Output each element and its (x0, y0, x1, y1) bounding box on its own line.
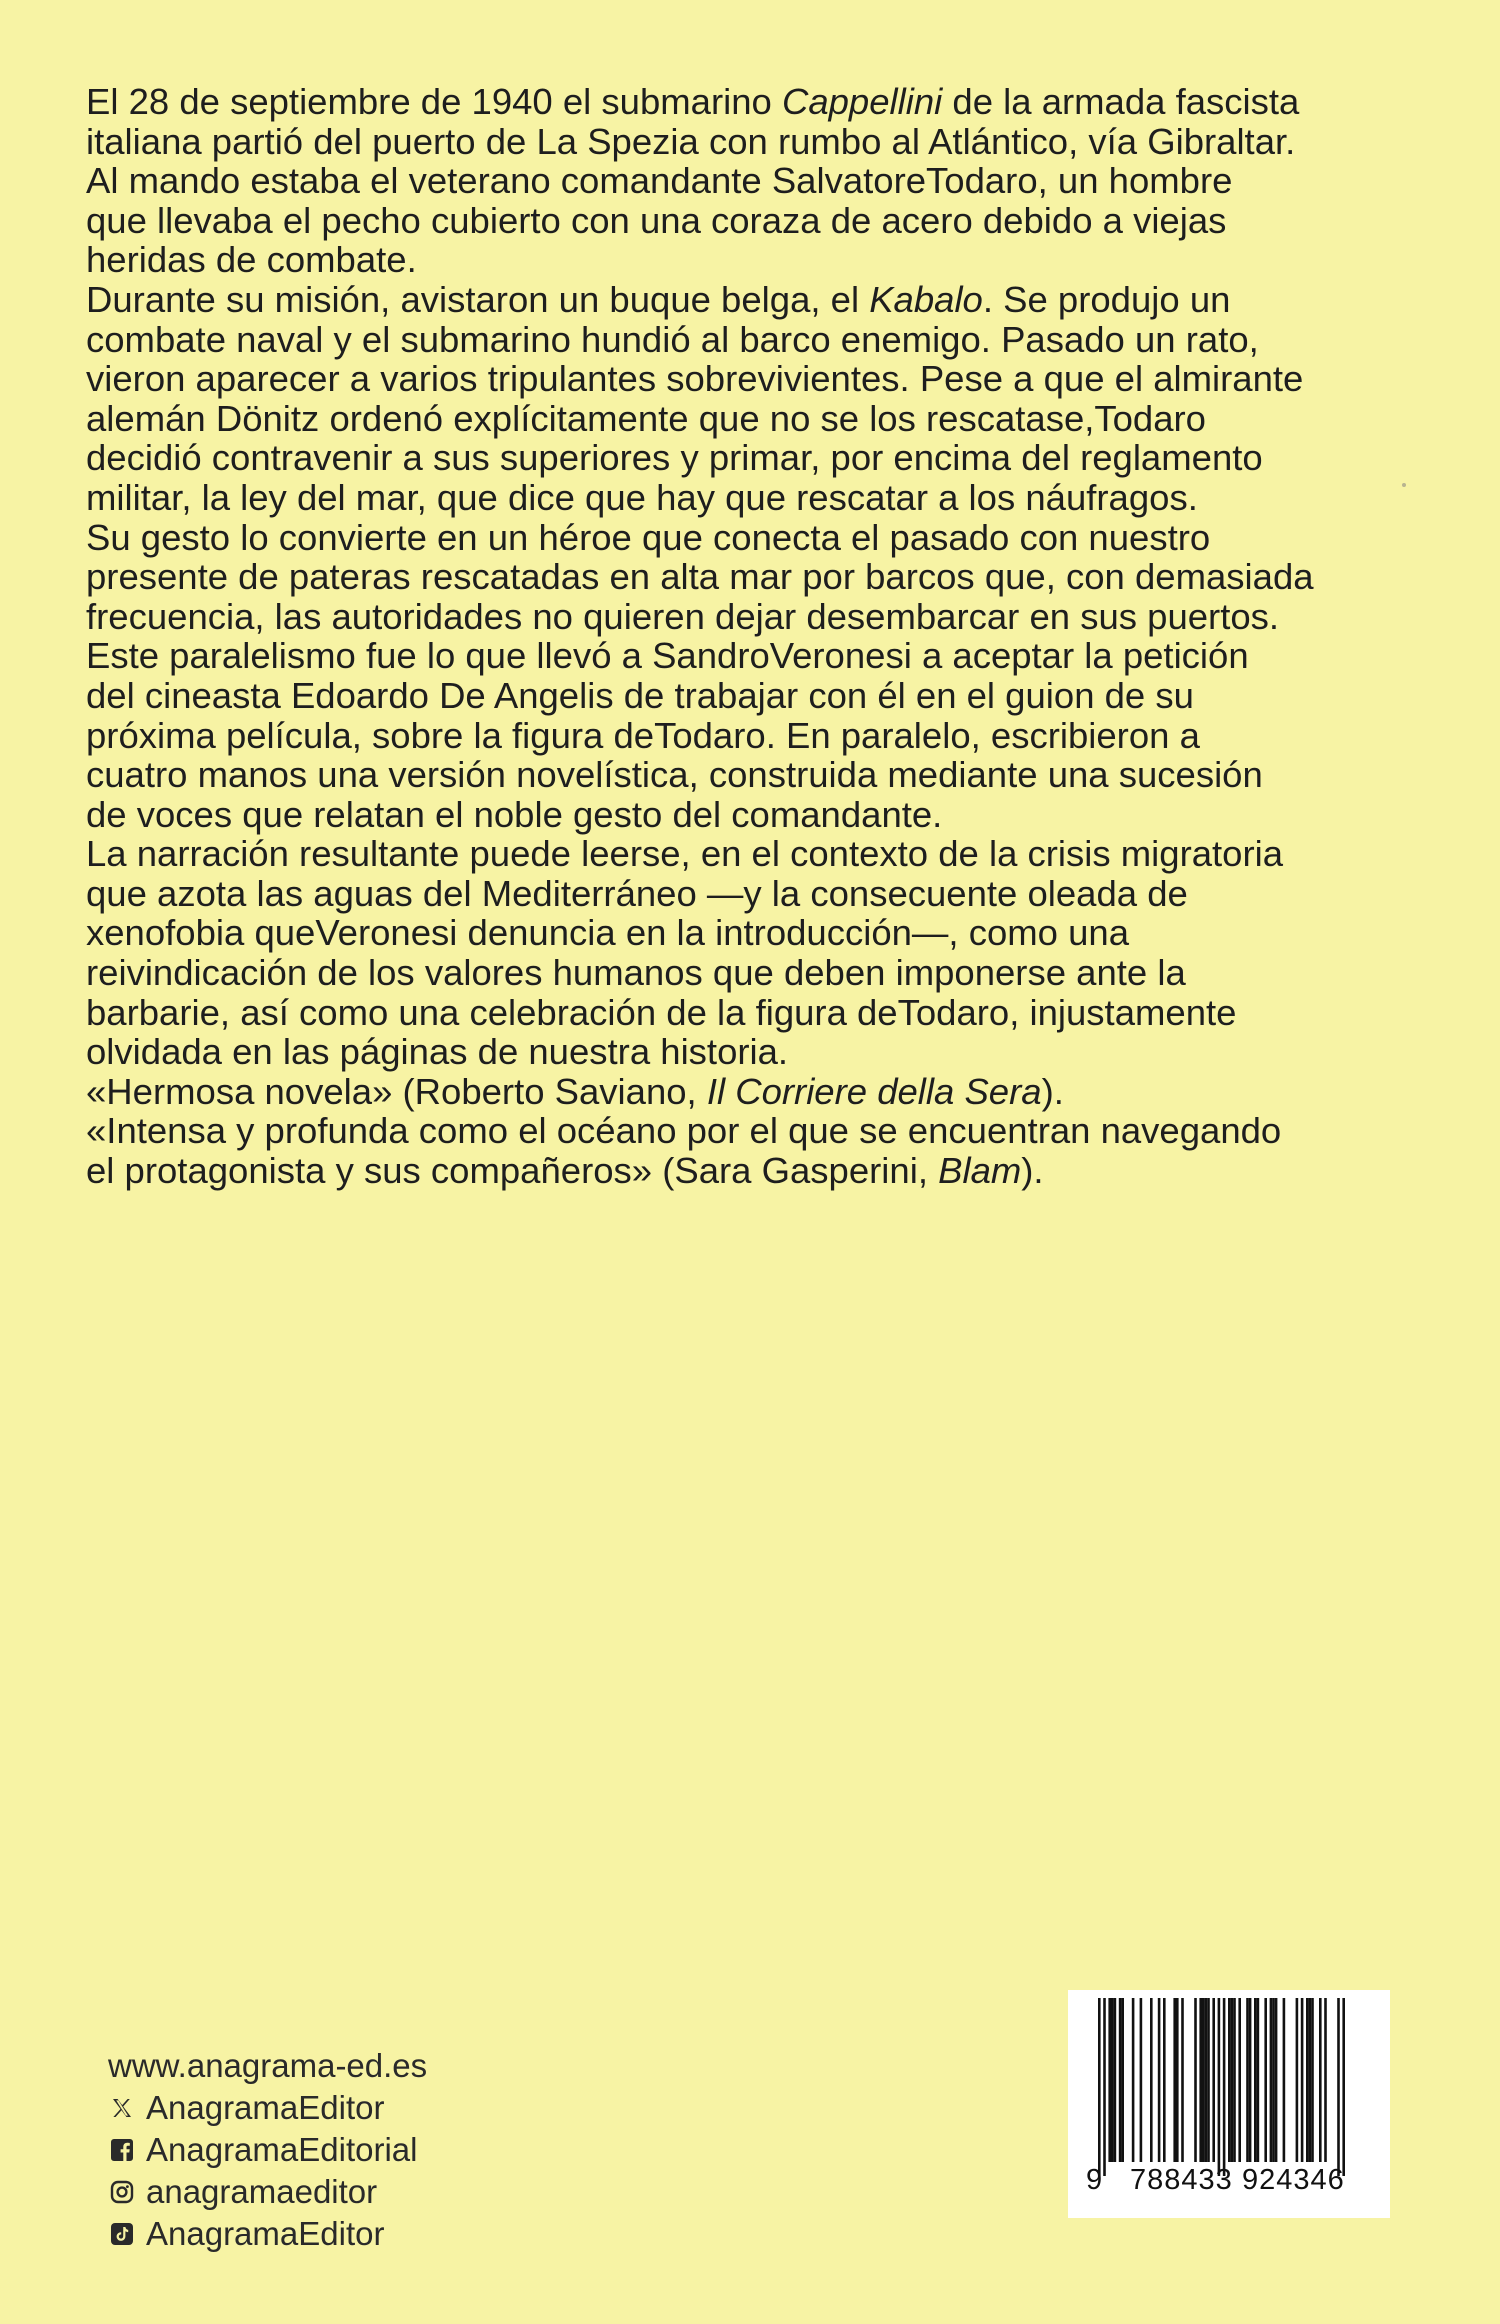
barcode-bar (1114, 1998, 1117, 2162)
x-handle: AnagramaEditor (146, 2089, 385, 2126)
blurb-line (86, 399, 1376, 439)
blurb-text: ). (1041, 1070, 1064, 1112)
blurb-text: Durante su misión, avistaron un buque belga, el (86, 278, 870, 320)
blurb-line (86, 755, 1376, 795)
blurb-text: militar, la ley del mar, que dice que hay que rescatar a los náufragos. (86, 476, 1198, 518)
isbn-right-group: 924346 (1242, 2164, 1345, 2196)
tiktok-icon (108, 2220, 136, 2248)
blurb-text: frecuencia, las autoridades no quieren dejar desembarcar en sus puertos. (86, 595, 1280, 637)
italic-title: Kabalo (869, 278, 983, 320)
isbn-first-digit: 9 (1086, 2164, 1104, 2196)
blurb-text: que llevaba el pecho cubierto con una coraza de acero debido a viejas (86, 199, 1227, 241)
blurb-line (86, 240, 1376, 280)
blurb-text: reivindicación de los valores humanos que deben imponerse ante la (86, 952, 1186, 994)
blurb-text: Este paralelismo fue lo que llevó a SandroVeronesi a aceptar la petición (86, 635, 1249, 677)
blurb-line (86, 438, 1376, 478)
blurb-line (86, 795, 1376, 835)
barcode-bar (1218, 1998, 1221, 2176)
blurb-text: «Intensa y profunda como el océano por el que se encuentran navegando (86, 1110, 1282, 1152)
blurb-line (86, 834, 1376, 874)
back-cover-blurb (86, 82, 1376, 1191)
barcode-bar (1150, 1998, 1153, 2162)
blurb-line (86, 280, 1376, 320)
barcode-bar (1199, 1998, 1202, 2162)
isbn-left-group: 788433 (1130, 2164, 1233, 2196)
blurb-text: Al mando estaba el veterano comandante SalvatoreTodaro, un hombre (86, 160, 1233, 202)
barcode-bar (1223, 1998, 1226, 2176)
blurb-text: olvidada en las páginas de nuestra historia. (86, 1031, 789, 1073)
barcode-bar (1249, 1998, 1252, 2162)
blurb-text: del cineasta Edoardo De Angelis de trabajar con él en el guion de su (86, 674, 1194, 716)
facebook-handle: AnagramaEditorial (146, 2131, 418, 2168)
barcode-bar (1257, 1998, 1260, 2162)
barcode-bar (1181, 1998, 1184, 2162)
blurb-text: Su gesto lo convierte en un héroe que conecta el pasado con nuestro (86, 516, 1211, 558)
tiktok-handle: AnagramaEditor (146, 2215, 385, 2252)
barcode-bar (1158, 1998, 1161, 2162)
blurb-line (86, 478, 1376, 518)
blurb-text: alemán Dönitz ordenó explícitamente que no se los rescatase,Todaro (86, 397, 1206, 439)
blurb-text: italiana partió del puerto de La Spezia con rumbo al Atlántico, vía Gibraltar. (86, 120, 1296, 162)
blurb-line (86, 874, 1376, 914)
blurb-line (86, 1151, 1376, 1191)
blurb-text: de la armada fascista (942, 81, 1300, 122)
barcode-bar (1119, 1998, 1122, 2162)
barcode-bar (1301, 1998, 1304, 2162)
facebook-account[interactable] (108, 2129, 708, 2171)
barcode-bar (1296, 1998, 1299, 2162)
blurb-text: cuatro manos una versión novelística, construida mediante una sucesión (86, 754, 1263, 796)
blurb-line (86, 676, 1376, 716)
blurb-line (86, 201, 1376, 241)
x-account[interactable] (108, 2087, 708, 2129)
barcode-bar (1212, 1998, 1215, 2162)
barcode-bar (1238, 1998, 1241, 2162)
blurb-text: presente de pateras rescatadas en alta mar por barcos que, con demasiada (86, 556, 1314, 598)
barcode-bar (1098, 1998, 1101, 2176)
barcode-bar (1205, 1998, 1208, 2162)
speck (1402, 483, 1406, 487)
barcode-bar (1324, 1998, 1327, 2162)
barcode-bar (1228, 1998, 1231, 2162)
blurb-line (86, 716, 1376, 756)
barcode-bar (1176, 1998, 1179, 2162)
website-text: www.anagrama-ed.es (108, 2047, 428, 2084)
instagram-icon (108, 2178, 136, 2206)
italic-title: Cappellini (781, 81, 943, 122)
blurb-line (86, 518, 1376, 558)
barcode-bar (1306, 1998, 1309, 2162)
barcode-bar (1233, 1998, 1236, 2162)
blurb-line (86, 597, 1376, 637)
blurb-line (86, 913, 1376, 953)
blurb-line (86, 1111, 1376, 1151)
blurb-text: ). (1021, 1150, 1044, 1192)
facebook-icon (108, 2136, 136, 2164)
blurb-line (86, 161, 1376, 201)
barcode-bar (1108, 1998, 1111, 2162)
barcode-bar (1163, 1998, 1166, 2162)
isbn-barcode (1068, 1990, 1390, 2218)
barcode-bar (1342, 1998, 1345, 2176)
blurb-line (86, 953, 1376, 993)
publisher-contacts (108, 2045, 708, 2255)
barcode-bar (1319, 1998, 1322, 2162)
blurb-text: El 28 de septiembre de 1940 el submarino (86, 81, 782, 122)
blurb-text: . Se produjo un (982, 278, 1231, 320)
blurb-line (86, 359, 1376, 399)
blurb-text: xenofobia queVeronesi denuncia en la introducción—, como una (86, 912, 1129, 954)
barcode-bar (1103, 1998, 1106, 2176)
italic-title: Il Corriere della Sera (706, 1070, 1042, 1112)
barcode-bar (1254, 1998, 1257, 2162)
blurb-text: vieron aparecer a varios tripulantes sobrevivientes. Pese a que el almirante (86, 358, 1304, 400)
blurb-text: «Hermosa novela» (Roberto Saviano, (86, 1070, 707, 1112)
instagram-handle: anagramaeditor (146, 2173, 378, 2210)
x-logo-icon (108, 2094, 136, 2122)
italic-title: Blam (938, 1150, 1022, 1192)
barcode-bar (1283, 1998, 1286, 2162)
blurb-text: próxima película, sobre la figura deTodaro. En paralelo, escribieron a (86, 714, 1200, 756)
website-link[interactable] (108, 2045, 708, 2087)
blurb-text: de voces que relatan el noble gesto del comandante. (86, 793, 943, 835)
barcode-bar (1111, 1998, 1114, 2162)
barcode-bar (1207, 1998, 1210, 2162)
blurb-text: heridas de combate. (86, 239, 417, 281)
blurb-line (86, 1072, 1376, 1112)
blurb-text: La narración resultante puede leerse, en el contexto de la crisis migratoria (86, 833, 1284, 875)
tiktok-account[interactable] (108, 2213, 708, 2255)
barcode-bar (1272, 1998, 1275, 2162)
blurb-line (86, 636, 1376, 676)
barcode-bar (1202, 1998, 1205, 2162)
barcode-bar (1275, 1998, 1278, 2162)
barcode-bar (1337, 1998, 1340, 2176)
isbn-number (1086, 2164, 1345, 2197)
barcode-bar (1246, 1998, 1249, 2162)
blurb-line (86, 320, 1376, 360)
barcode-bar (1264, 1998, 1267, 2162)
barcode-bar (1270, 1998, 1273, 2162)
barcode-bar (1121, 1998, 1124, 2162)
barcode-bar (1309, 1998, 1312, 2162)
instagram-account[interactable] (108, 2171, 708, 2213)
blurb-text: el protagonista y sus compañeros» (Sara Gasperini, (86, 1150, 939, 1192)
blurb-text: decidió contravenir a sus superiores y primar, por encima del reglamento (86, 437, 1263, 479)
barcode-bar (1311, 1998, 1314, 2162)
blurb-line (86, 122, 1376, 162)
barcode-bar (1231, 1998, 1234, 2162)
barcode-bar (1194, 1998, 1197, 2162)
blurb-line (86, 82, 1376, 122)
blurb-text: que azota las aguas del Mediterráneo —y la consecuente oleada de (86, 872, 1188, 914)
blurb-text: combate naval y el submarino hundió al barco enemigo. Pasado un rato, (86, 318, 1259, 360)
barcode-bar (1140, 1998, 1143, 2162)
blurb-line (86, 1032, 1376, 1072)
blurb-line (86, 993, 1376, 1033)
blurb-line (86, 557, 1376, 597)
barcode-bar (1132, 1998, 1135, 2162)
barcode-bar (1173, 1998, 1176, 2162)
blurb-text: barbarie, así como una celebración de la figura deTodaro, injustamente (86, 991, 1237, 1033)
